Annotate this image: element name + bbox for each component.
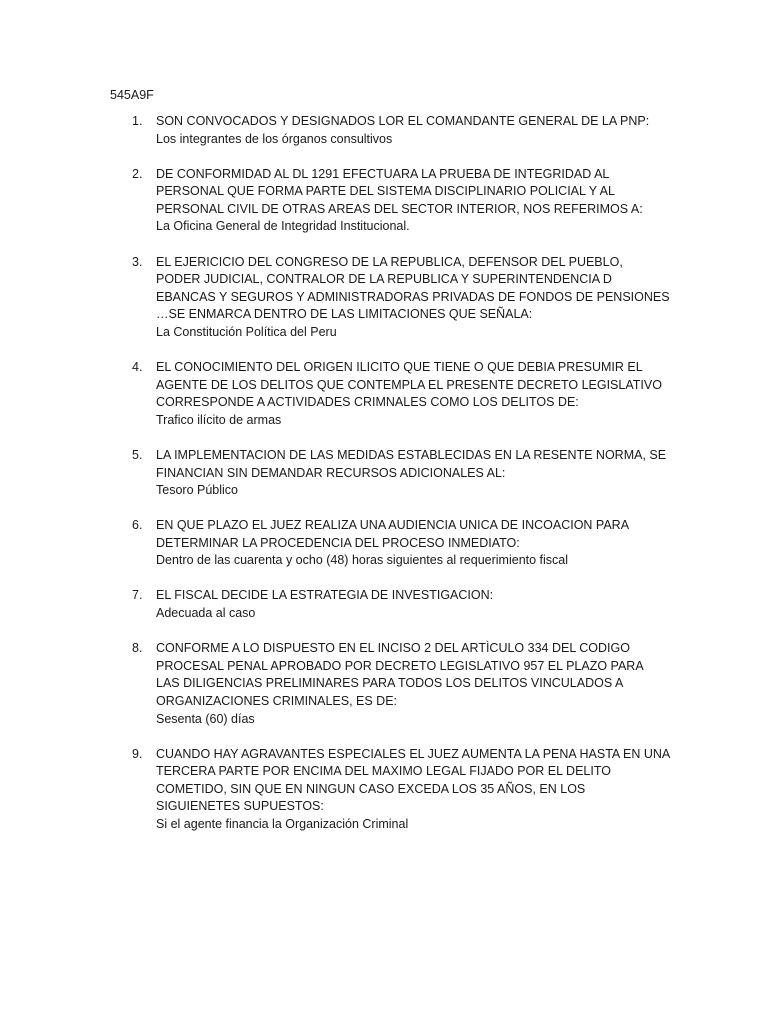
item-number: 6. — [132, 518, 143, 533]
item-number: 5. — [132, 447, 143, 462]
list-item — [110, 166, 670, 236]
question-text: SON CONVOCADOS Y DESIGNADOS LOR EL COMANDANTE GENERAL DE LA PNP: — [156, 114, 650, 128]
question-text: EN QUE PLAZO EL JUEZ REALIZA UNA AUDIENCIA UNICA DE INCOACION PARA DETERMINAR LA PROCEDENCIA DEL PROCESO INMEDIATO: — [156, 518, 629, 550]
question-text: CONFORME A LO DISPUESTO EN EL INCISO 2 DEL ARTÌCULO 334 DEL CODIGO PROCESAL PENAL APROBADO POR DECRETO LEGISLATIVO 957 EL PLAZO PARA LAS DILIGENCIAS PRELIMINARES PARA TODOS LOS DELITOS VINCULADOS A ORGANIZACIONES CRIMINALES, ES DE: — [156, 641, 643, 708]
item-number: 8. — [132, 641, 143, 656]
list-item — [110, 447, 670, 500]
answer-text: Adecuada al caso — [156, 606, 256, 621]
list-item — [110, 587, 670, 622]
question-text: LA IMPLEMENTACION DE LAS MEDIDAS ESTABLECIDAS EN LA RESENTE NORMA, SE FINANCIAN SIN DEMANDAR RECURSOS ADICIONALES AL: — [156, 447, 667, 480]
item-number: 2. — [132, 166, 143, 181]
item-number: 3. — [132, 254, 143, 269]
list-item — [110, 517, 670, 570]
question-text: EL CONOCIMIENTO DEL ORIGEN ILICITO QUE TIENE O QUE DEBIA PRESUMIR EL AGENTE DE LOS DELITOS QUE CONTEMPLA EL PRESENTE DECRETO LEGISLATIVO CORRESPONDE A ACTIVIDADES CRIMNALES COMO LOS DELITOS DE: — [156, 360, 662, 410]
answer-text: La Constitución Política del Peru — [156, 324, 337, 339]
answer-text: Los integrantes de los órganos consultivos — [156, 131, 393, 146]
answer-text: La Oficina General de Integridad Institucional. — [156, 219, 410, 234]
question-text: CUANDO HAY AGRAVANTES ESPECIALES EL JUEZ AUMENTA LA PENA HASTA EN UNA TERCERA PARTE POR ENCIMA DEL MAXIMO LEGAL FIJADO POR EL DELITO COMETIDO, SIN QUE EN NINGUN CASO EXCEDA LOS 35 AÑOS, EN LOS SIGUIENETES SUPUESTOS: — [156, 746, 670, 814]
question-list — [110, 113, 670, 851]
list-item — [110, 746, 670, 834]
answer-text: Tesoro Público — [156, 483, 238, 498]
list-item — [110, 640, 670, 728]
question-text: EL EJERICICIO DEL CONGRESO DE LA REPUBLICA, DEFENSOR DEL PUEBLO, PODER JUDICIAL, CONTRALOR DE LA REPUBLICA Y SUPERINTENDENCIA D EBANCAS Y SEGUROS Y ADMINISTRADORAS PRIVADAS DE FONDOS DE PENSIONES …SE ENMARCA DENTRO DE LAS LIMITACIONES QUE SEÑALA: — [156, 254, 670, 322]
answer-text: Trafico ilícito de armas — [156, 412, 282, 427]
list-item — [110, 254, 670, 342]
question-text: EL FISCAL DECIDE LA ESTRATEGIA DE INVESTIGACION: — [156, 588, 494, 603]
answer-text: Sesenta (60) días — [156, 711, 255, 726]
document-code: 545A9F — [110, 88, 154, 102]
item-number: 1. — [132, 114, 143, 128]
answer-text: Dentro de las cuarenta y ocho (48) horas siguientes al requerimiento fiscal — [156, 553, 569, 568]
item-number: 7. — [132, 588, 143, 603]
question-text: DE CONFORMIDAD AL DL 1291 EFECTUARA LA PRUEBA DE INTEGRIDAD AL PERSONAL QUE FORMA PARTE DEL SISTEMA DISCIPLINARIO POLICIAL Y AL PERSONAL CIVIL DE OTRAS AREAS DEL SECTOR INTERIOR, NOS REFERIMOS A: — [156, 166, 643, 216]
item-number: 9. — [132, 746, 143, 761]
item-number: 4. — [132, 360, 143, 375]
list-item — [110, 359, 670, 429]
list-item — [110, 113, 670, 148]
answer-text: Si el agente financia la Organización Criminal — [156, 817, 409, 831]
